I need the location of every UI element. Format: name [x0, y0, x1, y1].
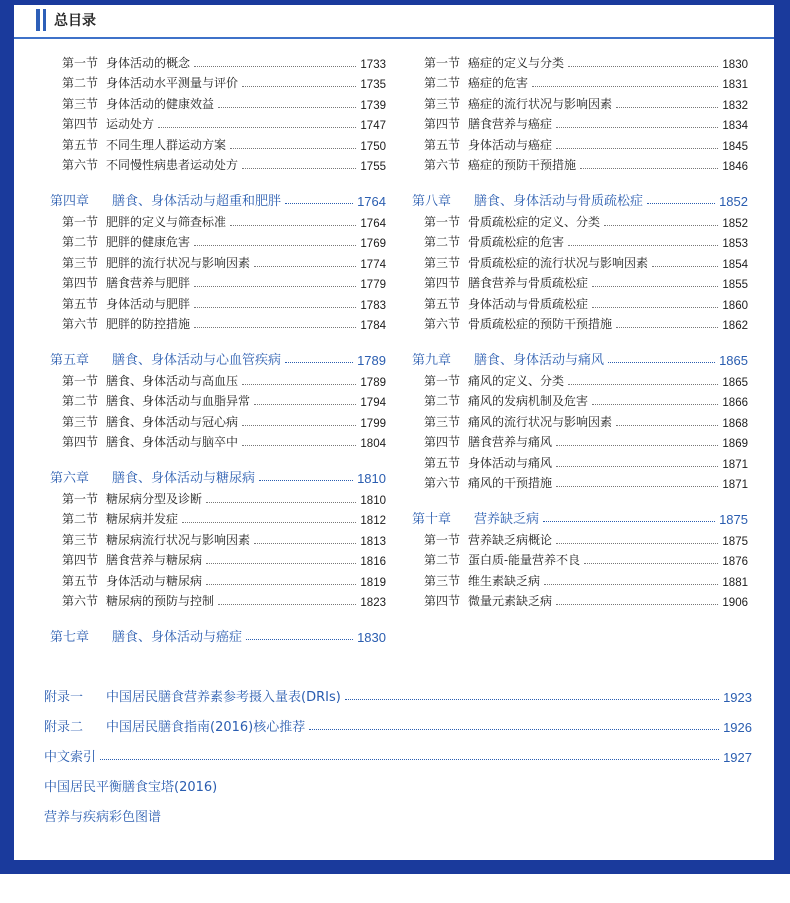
section-title: 膳食营养与癌症	[468, 117, 553, 131]
page-number: 1813	[360, 535, 386, 548]
page-number: 1875	[722, 535, 748, 548]
toc-section-entry	[412, 291, 748, 312]
toc-section-entry	[412, 527, 748, 548]
page-number: 1783	[360, 299, 386, 312]
section-title: 痛风的干预措施	[468, 476, 553, 490]
section-number: 第三节	[62, 414, 99, 429]
dot-leader	[652, 266, 718, 267]
page-number: 1927	[723, 750, 752, 765]
section-number: 第一节	[424, 55, 461, 70]
page-number: 1769	[360, 238, 386, 250]
page-number: 1735	[360, 79, 386, 91]
section-title: 膳食、身体活动与血脂异常	[106, 394, 251, 408]
page-number: 1812	[360, 515, 386, 527]
page-number: 1779	[360, 279, 386, 291]
toc-section-entry	[50, 153, 386, 174]
toc-section-entry	[50, 71, 386, 92]
section-title: 膳食、身体活动与脑卒中	[106, 435, 239, 449]
section-number: 第五节	[424, 296, 461, 311]
page-number: 1871	[722, 479, 748, 491]
section-number: 第一节	[62, 214, 99, 229]
toc-chapter-entry	[50, 187, 386, 209]
toc-section-entry	[412, 153, 748, 174]
section-title: 肥胖的流行状况与影响因素	[106, 255, 251, 270]
toc-chapter-entry	[50, 346, 386, 368]
toc-page	[14, 5, 774, 860]
section-number: 第一节	[62, 373, 99, 388]
section-number: 第二节	[62, 235, 99, 249]
page-number: 1926	[723, 720, 752, 735]
dot-leader	[254, 404, 356, 405]
dot-leader	[194, 286, 356, 287]
section-title: 身体活动水平测量与评价	[106, 76, 239, 90]
toc-section-entry	[50, 507, 386, 528]
dot-leader	[254, 543, 356, 544]
toc-section-entry	[412, 230, 748, 251]
page-header	[14, 5, 774, 43]
page-number: 1810	[357, 471, 386, 486]
toc-left-column	[50, 50, 386, 645]
section-title: 身体活动与骨质疏松症	[468, 296, 589, 311]
dot-leader	[285, 203, 353, 204]
toc-section-entry	[50, 589, 386, 610]
dot-leader	[242, 168, 356, 169]
dot-leader	[584, 563, 718, 564]
section-number: 第六节	[424, 476, 461, 490]
appendix-entry	[44, 713, 752, 735]
section-title: 肥胖的定义与筛查标准	[106, 214, 227, 229]
section-number: 第二节	[424, 235, 461, 249]
page-number: 1784	[360, 320, 386, 332]
section-number: 第四节	[62, 553, 99, 567]
section-title: 膳食营养与糖尿病	[106, 553, 203, 567]
chapter-title: 膳食、身体活动与癌症	[112, 630, 243, 645]
section-title: 痛风的定义、分类	[468, 373, 565, 388]
dot-leader	[592, 286, 718, 287]
page-title: 总目录	[54, 13, 96, 29]
dot-leader	[568, 245, 718, 246]
toc-section-entry	[412, 132, 748, 153]
toc-section-entry	[412, 71, 748, 92]
dot-leader	[616, 107, 718, 108]
section-number: 第五节	[62, 296, 99, 311]
header-divider	[14, 37, 774, 39]
page-number: 1816	[360, 556, 386, 568]
dot-leader	[608, 362, 715, 363]
dot-leader	[556, 127, 718, 128]
toc-section-entry	[412, 409, 748, 430]
dot-leader	[604, 225, 718, 226]
page-number: 1923	[723, 690, 752, 705]
section-number: 第五节	[424, 137, 461, 152]
toc-chapter-entry	[50, 464, 386, 486]
section-title: 身体活动与痛风	[468, 455, 553, 470]
toc-section-entry	[50, 548, 386, 569]
appendix-entry	[44, 773, 752, 795]
page-number: 1739	[360, 99, 386, 112]
toc-section-entry	[412, 589, 748, 610]
dot-leader	[246, 639, 353, 640]
toc-section-entry	[412, 368, 748, 389]
header-bar-icon	[43, 9, 46, 31]
dot-leader	[309, 729, 719, 730]
page-number: 1871	[722, 458, 748, 471]
page-number: 1906	[722, 597, 748, 609]
page-number: 1853	[722, 238, 748, 250]
section-number: 第四节	[62, 435, 99, 449]
page-number: 1764	[360, 217, 386, 230]
toc-section-entry	[50, 271, 386, 292]
page-number: 1733	[360, 58, 386, 71]
section-number: 第二节	[424, 553, 461, 567]
dot-leader	[580, 168, 718, 169]
dot-leader	[242, 425, 356, 426]
page-number: 1845	[722, 140, 748, 153]
dot-leader	[230, 225, 356, 226]
section-title: 微量元素缺乏病	[468, 594, 553, 608]
page-number: 1868	[722, 417, 748, 430]
section-number: 第五节	[62, 573, 99, 588]
dot-leader	[194, 245, 356, 246]
toc-section-entry	[412, 91, 748, 112]
section-number: 第六节	[424, 317, 461, 331]
chapter-title: 膳食、身体活动与痛风	[474, 353, 605, 368]
page-number: 1747	[360, 120, 386, 132]
section-number: 第二节	[62, 512, 99, 526]
chapter-number: 第十章	[412, 512, 452, 527]
section-title: 维生素缺乏病	[468, 573, 541, 588]
section-number: 第三节	[424, 96, 461, 111]
section-title: 癌症的危害	[468, 76, 529, 90]
section-number: 第二节	[62, 76, 99, 90]
dot-leader	[230, 148, 356, 149]
page-number: 1866	[722, 397, 748, 409]
section-number: 第一节	[62, 491, 99, 506]
section-title: 癌症的流行状况与影响因素	[468, 96, 613, 111]
toc-section-entry	[412, 271, 748, 292]
section-number: 第六节	[424, 158, 461, 172]
page-number: 1855	[722, 279, 748, 291]
section-number: 第四节	[424, 435, 461, 449]
section-number: 第四节	[424, 117, 461, 131]
toc-section-entry	[50, 568, 386, 589]
dot-leader	[556, 445, 718, 446]
section-number: 第二节	[62, 394, 99, 408]
toc-chapter-entry	[412, 505, 748, 527]
section-number: 第六节	[62, 158, 99, 172]
dot-leader	[206, 502, 356, 503]
dot-leader	[254, 266, 356, 267]
section-number: 第四节	[62, 276, 99, 290]
appendix-entry	[44, 743, 752, 765]
section-title: 身体活动的健康效益	[106, 96, 215, 111]
toc-section-entry	[412, 548, 748, 569]
chapter-title: 膳食、身体活动与心血管疾病	[112, 353, 282, 368]
page-number: 1789	[357, 353, 386, 368]
section-title: 骨质疏松症的危害	[468, 235, 565, 249]
dot-leader	[218, 107, 356, 108]
section-number: 第三节	[62, 96, 99, 111]
toc-section-entry	[50, 91, 386, 112]
toc-section-entry	[412, 209, 748, 230]
dot-leader	[206, 584, 356, 585]
section-title: 糖尿病并发症	[106, 512, 179, 526]
dot-leader	[543, 521, 715, 522]
dot-leader	[532, 86, 718, 87]
section-title: 骨质疏松症的预防干预措施	[468, 317, 613, 331]
toc-section-entry	[50, 112, 386, 133]
dot-leader	[100, 759, 719, 760]
appendix-title: 中文索引	[44, 750, 97, 765]
page-number: 1764	[357, 194, 386, 209]
dot-leader	[616, 327, 718, 328]
section-title: 蛋白质-能量营养不良	[468, 553, 581, 567]
toc-section-entry	[412, 50, 748, 71]
page-number: 1862	[722, 320, 748, 332]
chapter-number: 第七章	[50, 630, 90, 645]
chapter-number: 第六章	[50, 471, 90, 486]
section-title: 肥胖的健康危害	[106, 235, 191, 249]
toc-section-entry	[50, 250, 386, 271]
section-title: 肥胖的防控措施	[106, 317, 191, 331]
chapter-number: 第九章	[412, 353, 452, 368]
section-title: 糖尿病流行状况与影响因素	[106, 532, 251, 547]
section-number: 第三节	[62, 532, 99, 547]
page-number: 1865	[722, 376, 748, 389]
dot-leader	[242, 384, 356, 385]
bottom-strip	[0, 874, 790, 903]
header-bar-icon	[36, 9, 40, 31]
section-number: 第二节	[424, 76, 461, 90]
section-title: 不同慢性病患者运动处方	[106, 158, 239, 172]
section-title: 骨质疏松症的流行状况与影响因素	[468, 255, 649, 270]
toc-section-entry	[50, 368, 386, 389]
dot-leader	[556, 148, 718, 149]
chapter-title: 营养缺乏病	[474, 512, 540, 527]
chapter-title: 膳食、身体活动与骨质疏松症	[474, 194, 644, 209]
toc-section-entry	[412, 471, 748, 492]
section-title: 膳食营养与骨质疏松症	[468, 276, 589, 290]
page-number: 1819	[360, 576, 386, 589]
section-title: 癌症的预防干预措施	[468, 158, 577, 172]
section-title: 膳食、身体活动与冠心病	[106, 414, 239, 429]
toc-chapter-entry	[412, 187, 748, 209]
section-number: 第一节	[424, 214, 461, 229]
toc-section-entry	[412, 430, 748, 451]
page-number: 1810	[360, 494, 386, 507]
section-number: 第四节	[424, 276, 461, 290]
dot-leader	[556, 604, 718, 605]
section-number: 第六节	[62, 317, 99, 331]
section-title: 身体活动与糖尿病	[106, 573, 203, 588]
page-number: 1774	[360, 258, 386, 271]
appendix-prefix: 附录一	[44, 690, 84, 705]
dot-leader	[206, 563, 356, 564]
section-number: 第一节	[424, 373, 461, 388]
page-number: 1799	[360, 417, 386, 430]
dot-leader	[647, 203, 715, 204]
section-number: 第一节	[424, 532, 461, 547]
section-title: 身体活动与癌症	[468, 137, 553, 152]
dot-leader	[556, 486, 718, 487]
toc-section-entry	[50, 527, 386, 548]
dot-leader	[544, 584, 718, 585]
toc-section-entry	[412, 450, 748, 471]
section-number: 第三节	[424, 573, 461, 588]
page-number: 1831	[722, 79, 748, 91]
section-title: 膳食营养与肥胖	[106, 276, 191, 290]
page-number: 1876	[722, 556, 748, 568]
dot-leader	[194, 66, 356, 67]
section-title: 运动处方	[106, 117, 155, 131]
dot-leader	[218, 604, 356, 605]
dot-leader	[242, 445, 356, 446]
page-number: 1865	[719, 353, 748, 368]
section-number: 第三节	[424, 414, 461, 429]
dot-leader	[592, 404, 718, 405]
chapter-number: 第五章	[50, 353, 90, 368]
section-title: 痛风的发病机制及危害	[468, 394, 589, 408]
section-number: 第二节	[424, 394, 461, 408]
dot-leader	[242, 86, 356, 87]
dot-leader	[556, 543, 718, 544]
dot-leader	[158, 127, 356, 128]
toc-section-entry	[412, 312, 748, 333]
toc-section-entry	[50, 430, 386, 451]
toc-section-entry	[50, 312, 386, 333]
appendix-title: 中国居民平衡膳食宝塔(2016)	[44, 780, 218, 795]
section-title: 糖尿病分型及诊断	[106, 491, 203, 506]
page-number: 1854	[722, 258, 748, 271]
section-title: 营养缺乏病概论	[468, 532, 553, 547]
page-number: 1794	[360, 397, 386, 409]
section-title: 糖尿病的预防与控制	[106, 594, 215, 608]
chapter-number: 第四章	[50, 194, 90, 209]
page-number: 1755	[360, 161, 386, 173]
section-number: 第三节	[62, 255, 99, 270]
section-title: 膳食、身体活动与高血压	[106, 373, 239, 388]
chapter-number: 第八章	[412, 194, 452, 209]
page-number: 1830	[722, 58, 748, 71]
dot-leader	[345, 699, 719, 700]
toc-section-entry	[50, 50, 386, 71]
section-number: 第五节	[424, 455, 461, 470]
section-number: 第五节	[62, 137, 99, 152]
page-number: 1804	[360, 438, 386, 450]
section-title: 身体活动与肥胖	[106, 296, 191, 311]
toc-section-entry	[412, 112, 748, 133]
section-title: 膳食营养与痛风	[468, 435, 553, 449]
page-number: 1830	[357, 630, 386, 645]
dot-leader	[568, 66, 718, 67]
chapter-title: 膳食、身体活动与超重和肥胖	[112, 194, 282, 209]
page-number: 1832	[722, 99, 748, 112]
appendix-entry	[44, 803, 752, 825]
appendix-title: 中国居民膳食营养素参考摄入量表(DRIs)	[106, 690, 341, 705]
dot-leader	[556, 466, 718, 467]
toc-section-entry	[412, 389, 748, 410]
section-title: 身体活动的概念	[106, 55, 191, 70]
dot-leader	[568, 384, 718, 385]
page-number: 1869	[722, 438, 748, 450]
page-number: 1875	[719, 512, 748, 527]
page-number: 1846	[722, 161, 748, 173]
dot-leader	[194, 307, 356, 308]
section-number: 第三节	[424, 255, 461, 270]
page-number: 1881	[722, 576, 748, 589]
dot-leader	[616, 425, 718, 426]
appendix-title: 营养与疾病彩色图谱	[44, 810, 162, 825]
appendix-entry	[44, 683, 752, 705]
chapter-title: 膳食、身体活动与糖尿病	[112, 471, 256, 486]
appendix-prefix: 附录二	[44, 720, 84, 735]
section-title: 癌症的定义与分类	[468, 55, 565, 70]
dot-leader	[592, 307, 718, 308]
toc-section-entry	[412, 250, 748, 271]
toc-chapter-entry	[412, 346, 748, 368]
section-title: 不同生理人群运动方案	[106, 137, 227, 152]
dot-leader	[182, 522, 356, 523]
toc-section-entry	[50, 209, 386, 230]
toc-chapter-entry	[50, 623, 386, 645]
appendix-title: 中国居民膳食指南(2016)核心推荐	[106, 720, 306, 735]
page-number: 1860	[722, 299, 748, 312]
toc-section-entry	[50, 389, 386, 410]
toc-section-entry	[50, 409, 386, 430]
toc-section-entry	[50, 230, 386, 251]
page-number: 1852	[722, 217, 748, 230]
section-number: 第六节	[62, 594, 99, 608]
toc-right-column	[412, 50, 748, 609]
page-number: 1823	[360, 597, 386, 609]
page-number: 1750	[360, 140, 386, 153]
dot-leader	[259, 480, 353, 481]
section-number: 第四节	[424, 594, 461, 608]
toc-section-entry	[50, 132, 386, 153]
section-title: 痛风的流行状况与影响因素	[468, 414, 613, 429]
section-number: 第一节	[62, 55, 99, 70]
page-number: 1834	[722, 120, 748, 132]
page-number: 1789	[360, 376, 386, 389]
toc-section-entry	[412, 568, 748, 589]
page-number: 1852	[719, 194, 748, 209]
dot-leader	[194, 327, 356, 328]
section-number: 第四节	[62, 117, 99, 131]
toc-section-entry	[50, 291, 386, 312]
section-title: 骨质疏松症的定义、分类	[468, 214, 601, 229]
toc-section-entry	[50, 486, 386, 507]
dot-leader	[285, 362, 353, 363]
